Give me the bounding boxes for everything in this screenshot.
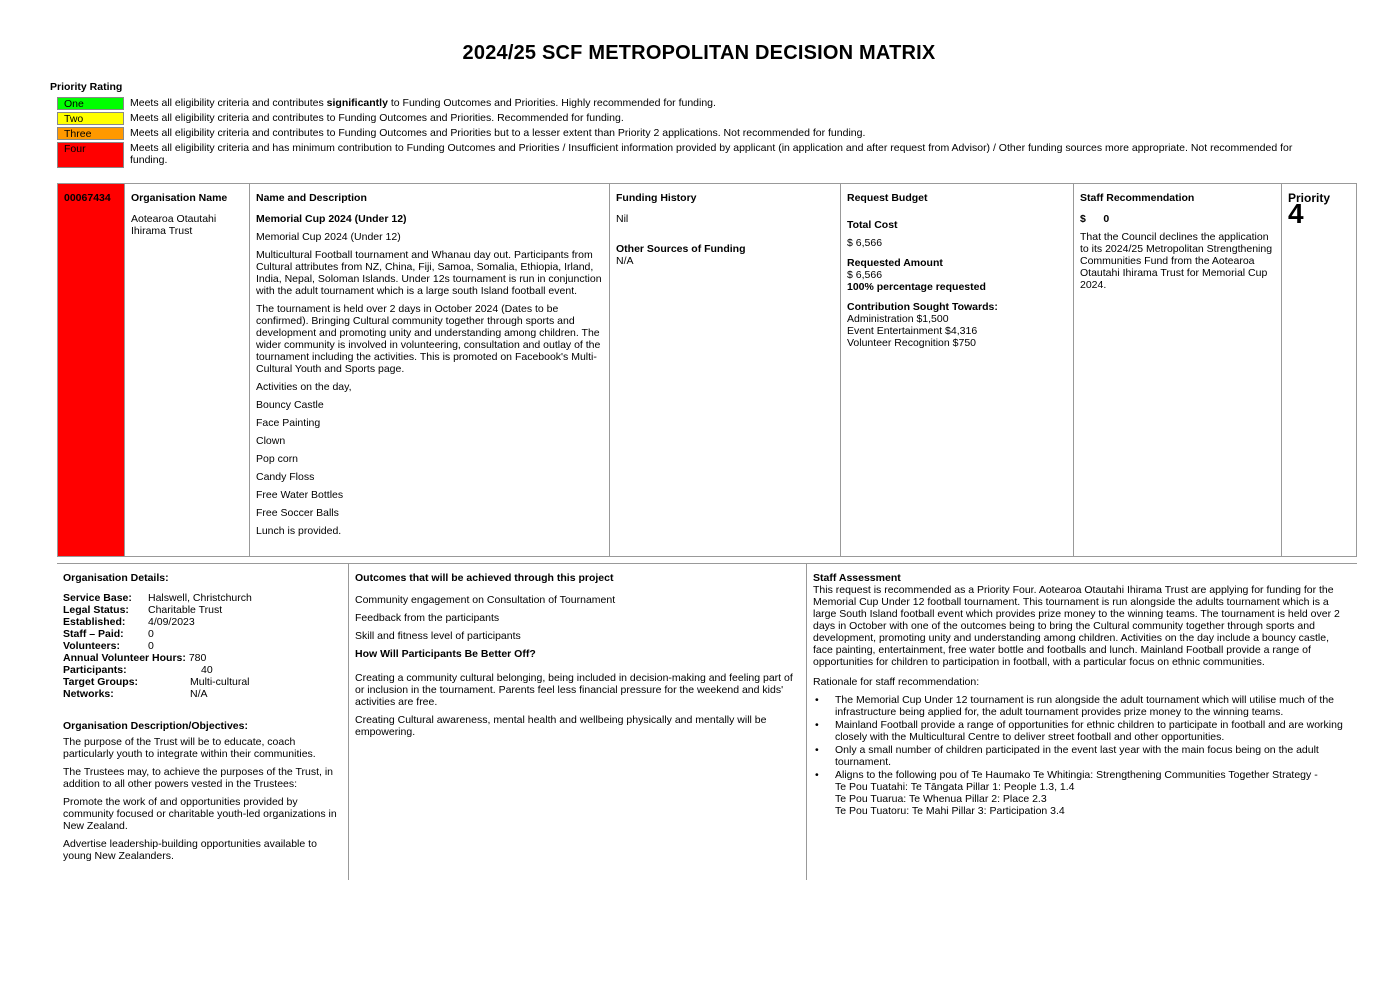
objectives-heading: Organisation Description/Objectives:: [63, 720, 248, 732]
description-header: Name and Description: [256, 192, 367, 204]
priority-desc-four: Meets all eligibility criteria and has minimum contribution to Funding Outcomes and Priorities / Insufficient information provided by applicant (in application and after request from Advisor) / Other funding sources more appropriate. Not recommended for funding.: [130, 142, 1293, 166]
contribution-item: Event Entertainment $4,316: [847, 325, 978, 337]
priority-swatch-two: Two: [57, 112, 124, 125]
priority-rating-row: [57, 112, 1317, 125]
description-paragraph: The tournament is held over 2 days in October 2024 (Dates to be confirmed). Bringing Cultural community together through sports and development and promoting unity and understanding among children. The wider community is involved in volunteering, consultation and outlay of the tournament including the activities. This is promoted on Facebook's Multi-Cultural Youth and Sports page.: [256, 303, 601, 375]
org-details-heading: Organisation Details:: [63, 572, 169, 584]
activity-item: Activities on the day,: [256, 381, 352, 393]
contribution-item: Volunteer Recognition $750: [847, 337, 977, 349]
funding-cell: [610, 184, 841, 556]
description-paragraph: Multicultural Football tournament and Whanau day out. Participants from Cultural attributes from NZ, China, Fiji, Samoa, Somalia, Ethiopia, Irland, India, Nepal, Soloman Islands. Under 12s tournament is run in conjunction with the adult tournament which is a large south Island football event.: [256, 249, 602, 297]
priority-value: 4: [1288, 198, 1304, 229]
org-detail-row: Volunteers: 0: [63, 640, 154, 652]
rationale-heading: Rationale for staff recommendation:: [813, 676, 980, 688]
pou-line: Te Pou Tuarua: Te Whenua Pillar 2: Place 2.3: [835, 793, 1047, 805]
other-sources-header: Other Sources of Funding: [616, 243, 746, 255]
better-off-paragraph: Creating a community cultural belonging, being included in decision-making and feeling part of or inclusion in the tournament. Parents feel less financial pressure for the weekend and kids' activities are free.: [355, 672, 793, 708]
objective-paragraph: The purpose of the Trust will be to educate, coach particularly youth to integrate within their communities.: [63, 736, 316, 760]
outcome-item: Skill and fitness level of participants: [355, 630, 521, 642]
page-title: 2024/25 SCF METROPOLITAN DECISION MATRIX: [462, 42, 936, 64]
priority-desc-one: Meets all eligibility criteria and contributes significantly to Funding Outcomes and Priorities. Highly recommended for funding.: [130, 97, 716, 109]
assessment-text: This request is recommended as a Priority Four. Aotearoa Otautahi Ihirama Trust are applying for funding for the Memorial Cup Under 12 football tournament. This tournament is run alongside the adults tournament which is a large South Island football event which provides prize money to the winning teams. The tournament is held over 2 days in October with one of the outcomes being to bring the Cultural community together through sports and development, promoting unity and understanding among children. Activities on the day include a bouncy castle, face painting, entertainment, free water bottle and footballs and lunch. Mainland Football provide a range of opportunities for children to participation in football, with a particular focus on ethnic communities.: [813, 584, 1340, 668]
rationale-bullet: • The Memorial Cup Under 12 tournament is run alongside the adult tournament which will utilise much of the infrastructure being applied for, the adult tournament provides prize money to the winning teams.: [815, 694, 1335, 718]
activity-item: Candy Floss: [256, 471, 315, 483]
rationale-bullet: • Only a small number of children participated in the event last year with the main focus being on the adult tournament.: [815, 744, 1319, 768]
org-name: Aotearoa Otautahi Ihirama Trust: [131, 213, 217, 237]
requested-amount: $ 6,566: [847, 269, 883, 281]
requested-label: Requested Amount: [847, 257, 943, 269]
project-subtitle: Memorial Cup 2024 (Under 12): [256, 231, 401, 243]
assessment-column: [806, 564, 1357, 880]
org-detail-row: Established: 4/09/2023: [63, 616, 195, 628]
activity-item: Free Water Bottles: [256, 489, 344, 501]
org-detail-row: Annual Volunteer Hours: 780: [63, 652, 207, 664]
org-detail-row: Networks: N/A: [63, 688, 208, 700]
org-detail-row: Participants: 40: [63, 664, 213, 676]
priority-header: Priority: [1288, 191, 1331, 205]
funding-history-header: Funding History: [616, 192, 697, 204]
priority-swatch-four: Four: [57, 142, 124, 168]
org-name-header: Organisation Name: [131, 192, 228, 204]
rationale-bullet: • Aligns to the following pou of Te Haumako Te Whitingia: Strengthening Communities Together Strategy - Te Pou Tuatahi: Te Tāngata Pillar 1: People 1.3, 1.4 Te Pou Tuarua: Te Whenua Pillar 2: Place 2.3 Te Pou Tuatoru: Te Mahi Pillar 3: Participation 3.4: [815, 769, 1318, 817]
better-off-paragraph: Creating Cultural awareness, mental health and wellbeing physically and mentally will be empowering.: [355, 714, 767, 738]
funding-history: Nil: [616, 213, 629, 225]
priority-swatch-one: One: [57, 97, 124, 110]
assessment-heading: Staff Assessment: [813, 572, 901, 584]
activity-item: Lunch is provided.: [256, 525, 342, 537]
priority-desc-two: Meets all eligibility criteria and contributes to Funding Outcomes and Priorities. Recommended for funding.: [130, 112, 624, 124]
total-cost-label: Total Cost: [847, 219, 898, 231]
org-detail-row: Service Base: Halswell, Christchurch: [63, 592, 252, 604]
outcome-item: Feedback from the participants: [355, 612, 500, 624]
rationale-list: [813, 694, 1351, 817]
pou-line: Te Pou Tuatoru: Te Mahi Pillar 3: Participation 3.4: [835, 805, 1065, 817]
other-sources: N/A: [616, 255, 634, 267]
staff-recommendation-header: Staff Recommendation: [1080, 192, 1195, 204]
contribution-item: Administration $1,500: [847, 313, 949, 325]
budget-header: Request Budget: [847, 192, 928, 204]
rationale-bullet: • Mainland Football provide a range of opportunities for ethnic children to participate in football and are working closely with the Multicultural Centre to deliver street football and other opportunities.: [815, 719, 1343, 743]
staff-recommendation-text: That the Council declines the application to its 2024/25 Metropolitan Strengthening Communities Fund from the Aotearoa Otautahi Ihirama Trust for Memorial Cup 2024.: [1080, 231, 1273, 291]
project-title: Memorial Cup 2024 (Under 12): [256, 213, 407, 225]
priority-cell: [1282, 184, 1356, 556]
application-id: 00067434: [58, 184, 125, 556]
outcomes-column: [348, 564, 806, 880]
priority-rating-heading: Priority Rating: [50, 81, 123, 93]
activity-item: Clown: [256, 435, 286, 447]
description-cell: [250, 184, 610, 556]
activity-item: Face Painting: [256, 417, 321, 429]
details-section: [57, 563, 1357, 880]
percentage-requested: 100% percentage requested: [847, 281, 986, 293]
outcome-item: Community engagement on Consultation of Tournament: [355, 594, 616, 606]
org-details-column: [57, 564, 348, 880]
priority-rating-row: [57, 142, 1317, 168]
objective-paragraph: The Trustees may, to achieve the purposes of the Trust, in addition to all other powers vested in the Trustees:: [63, 766, 334, 790]
budget-cell: [841, 184, 1074, 556]
priority-rating-legend: [57, 97, 1317, 170]
org-detail-row: Staff – Paid: 0: [63, 628, 154, 640]
contribution-label: Contribution Sought Towards:: [847, 301, 998, 313]
priority-swatch-three: Three: [57, 127, 124, 140]
priority-desc-three: Meets all eligibility criteria and contributes to Funding Outcomes and Priorities but to a lesser extent than Priority 2 applications. Not recommended for funding.: [130, 127, 866, 139]
activity-item: Free Soccer Balls: [256, 507, 339, 519]
application-table: [57, 183, 1357, 557]
pou-line: Te Pou Tuatahi: Te Tāngata Pillar 1: People 1.3, 1.4: [835, 781, 1075, 793]
activity-item: Pop corn: [256, 453, 299, 465]
objective-paragraph: Advertise leadership-building opportunities available to young New Zealanders.: [63, 838, 317, 862]
org-detail-row: Target Groups: Multi-cultural: [63, 676, 250, 688]
organisation-cell: [125, 184, 250, 556]
priority-rating-row: [57, 97, 1317, 110]
objective-paragraph: Promote the work of and opportunities provided by community focused or charitable youth-led organizations in New Zealand.: [63, 796, 337, 832]
activity-item: Bouncy Castle: [256, 399, 324, 411]
staff-amount: $ 0: [1080, 213, 1110, 225]
total-cost: $ 6,566: [847, 237, 883, 249]
better-off-heading: How Will Participants Be Better Off?: [355, 648, 536, 660]
staff-recommendation-cell: [1074, 184, 1282, 556]
outcomes-heading: Outcomes that will be achieved through this project: [355, 572, 614, 584]
org-detail-row: Legal Status: Charitable Trust: [63, 604, 223, 616]
priority-rating-row: [57, 127, 1317, 140]
